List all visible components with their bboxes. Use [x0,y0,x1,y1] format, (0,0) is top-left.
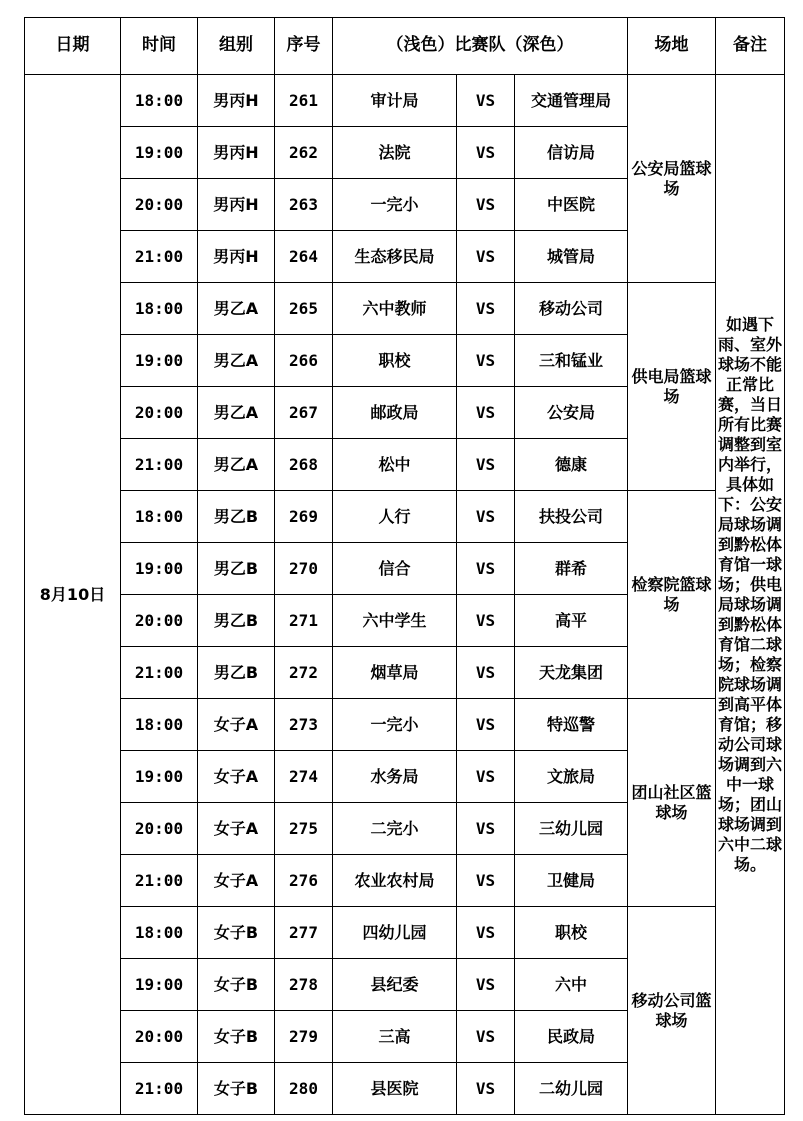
match-number: 266 [275,335,333,387]
header-group: 组别 [198,18,275,75]
match-row [25,491,785,543]
match-number: 265 [275,283,333,335]
vs-label: VS [457,283,515,335]
schedule-table [24,17,785,1115]
vs-label: VS [457,335,515,387]
match-group: 男乙A [198,335,275,387]
team-light: 法院 [333,127,457,179]
team-dark: 信访局 [515,127,628,179]
team-light: 一完小 [333,179,457,231]
match-venue: 移动公司篮球场 [628,907,716,1115]
match-number: 278 [275,959,333,1011]
team-dark: 三和锰业 [515,335,628,387]
header-teams: （浅色）比赛队（深色） [333,18,628,75]
header-date: 日期 [25,18,121,75]
team-dark: 三幼儿园 [515,803,628,855]
vs-label: VS [457,491,515,543]
header-venue: 场地 [628,18,716,75]
match-time: 20:00 [121,803,198,855]
vs-label: VS [457,75,515,127]
match-group: 男乙B [198,647,275,699]
team-dark: 中医院 [515,179,628,231]
match-number: 275 [275,803,333,855]
team-dark: 特巡警 [515,699,628,751]
match-time: 20:00 [121,595,198,647]
match-time: 19:00 [121,127,198,179]
match-group: 男乙A [198,387,275,439]
team-light: 四幼儿园 [333,907,457,959]
vs-label: VS [457,231,515,283]
team-dark: 德康 [515,439,628,491]
team-dark: 卫健局 [515,855,628,907]
match-venue: 公安局篮球场 [628,75,716,283]
match-group: 男丙H [198,179,275,231]
team-dark: 公安局 [515,387,628,439]
team-light: 三高 [333,1011,457,1063]
team-dark: 天龙集团 [515,647,628,699]
match-time: 21:00 [121,439,198,491]
match-time: 21:00 [121,647,198,699]
team-light: 审计局 [333,75,457,127]
vs-label: VS [457,1063,515,1115]
match-group: 女子A [198,855,275,907]
match-group: 男乙B [198,595,275,647]
vs-label: VS [457,855,515,907]
match-time: 18:00 [121,907,198,959]
match-number: 267 [275,387,333,439]
match-number: 261 [275,75,333,127]
match-time: 19:00 [121,751,198,803]
match-number: 268 [275,439,333,491]
match-number: 269 [275,491,333,543]
vs-label: VS [457,1011,515,1063]
team-light: 职校 [333,335,457,387]
vs-label: VS [457,803,515,855]
match-number: 276 [275,855,333,907]
match-time: 18:00 [121,491,198,543]
vs-label: VS [457,699,515,751]
header-notes: 备注 [716,18,785,75]
match-venue: 检察院篮球场 [628,491,716,699]
team-light: 县医院 [333,1063,457,1115]
match-time: 20:00 [121,387,198,439]
match-row [25,283,785,335]
team-dark: 高平 [515,595,628,647]
match-number: 280 [275,1063,333,1115]
match-number: 270 [275,543,333,595]
match-venue: 团山社区篮球场 [628,699,716,907]
match-time: 21:00 [121,1063,198,1115]
match-time: 18:00 [121,699,198,751]
team-dark: 城管局 [515,231,628,283]
team-dark: 职校 [515,907,628,959]
header-number: 序号 [275,18,333,75]
team-light: 二完小 [333,803,457,855]
match-number: 277 [275,907,333,959]
team-light: 邮政局 [333,387,457,439]
vs-label: VS [457,907,515,959]
match-time: 20:00 [121,1011,198,1063]
match-number: 271 [275,595,333,647]
vs-label: VS [457,439,515,491]
match-group: 男乙B [198,543,275,595]
match-group: 男乙A [198,283,275,335]
match-group: 女子A [198,699,275,751]
match-group: 女子B [198,1011,275,1063]
vs-label: VS [457,751,515,803]
team-light: 生态移民局 [333,231,457,283]
match-group: 男乙B [198,491,275,543]
vs-label: VS [457,647,515,699]
team-light: 松中 [333,439,457,491]
team-dark: 二幼儿园 [515,1063,628,1115]
match-row [25,75,785,127]
match-venue: 供电局篮球场 [628,283,716,491]
match-number: 263 [275,179,333,231]
team-light: 人行 [333,491,457,543]
vs-label: VS [457,595,515,647]
match-group: 女子B [198,907,275,959]
match-number: 279 [275,1011,333,1063]
match-time: 21:00 [121,231,198,283]
schedule-body [25,75,785,1115]
vs-label: VS [457,179,515,231]
team-light: 六中学生 [333,595,457,647]
team-dark: 民政局 [515,1011,628,1063]
match-number: 264 [275,231,333,283]
match-group: 女子B [198,1063,275,1115]
match-row [25,907,785,959]
match-notes: 如遇下雨、室外球场不能正常比赛，当日所有比赛调整到室内举行，具体如下：公安局球场调到黔松体育馆一球场；供电局球场调到黔松体育馆二球场；检察院球场调到高平体育馆；移动公司球场调到六中一球场；团山球场调到六中二球场。 [716,75,785,1115]
match-time: 19:00 [121,543,198,595]
header-time: 时间 [121,18,198,75]
match-number: 273 [275,699,333,751]
vs-label: VS [457,387,515,439]
team-light: 水务局 [333,751,457,803]
match-group: 女子A [198,803,275,855]
match-number: 272 [275,647,333,699]
team-dark: 六中 [515,959,628,1011]
team-dark: 扶投公司 [515,491,628,543]
match-time: 21:00 [121,855,198,907]
match-group: 男丙H [198,75,275,127]
header-row [25,18,785,75]
match-number: 262 [275,127,333,179]
team-light: 六中教师 [333,283,457,335]
team-light: 农业农村局 [333,855,457,907]
team-dark: 文旅局 [515,751,628,803]
match-time: 18:00 [121,75,198,127]
vs-label: VS [457,127,515,179]
team-dark: 移动公司 [515,283,628,335]
match-time: 19:00 [121,335,198,387]
match-group: 女子B [198,959,275,1011]
team-light: 一完小 [333,699,457,751]
match-group: 男丙H [198,231,275,283]
match-time: 19:00 [121,959,198,1011]
team-dark: 交通管理局 [515,75,628,127]
match-time: 20:00 [121,179,198,231]
vs-label: VS [457,959,515,1011]
team-light: 信合 [333,543,457,595]
match-number: 274 [275,751,333,803]
match-time: 18:00 [121,283,198,335]
team-dark: 群希 [515,543,628,595]
match-date: 8月10日 [25,75,121,1115]
match-group: 男丙H [198,127,275,179]
match-group: 男乙A [198,439,275,491]
team-light: 烟草局 [333,647,457,699]
vs-label: VS [457,543,515,595]
team-light: 县纪委 [333,959,457,1011]
match-row [25,699,785,751]
match-group: 女子A [198,751,275,803]
